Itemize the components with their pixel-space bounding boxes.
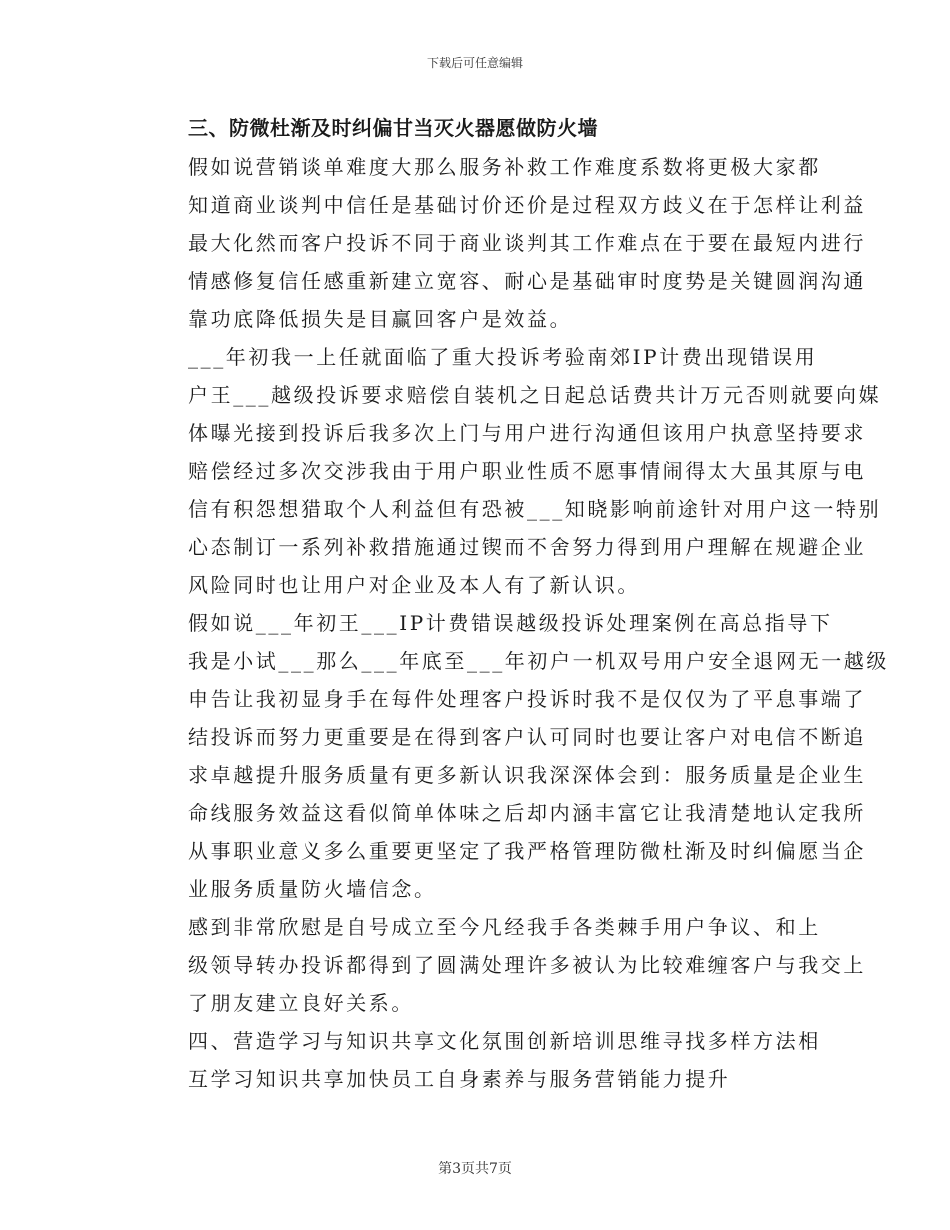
- paragraph-line: 求卓越提升服务质量有更多新认识我深深体会到：服务质量是企业生: [188, 763, 866, 787]
- paragraph-line: 假如说营销谈单难度大那么服务补救工作难度系数将更极大家都: [188, 155, 821, 179]
- page-footer: [0, 1158, 950, 1178]
- paragraph-line: 我是小试___那么___年底至___年初户一机双号用户安全退网无一越级: [188, 649, 889, 673]
- paragraph-line: 业服务质量防火墙信念。: [188, 877, 437, 901]
- header-text: 下载后可任意编辑: [426, 56, 523, 70]
- paragraph-line: 体曝光接到投诉后我多次上门与用户进行沟通但该用户执意坚持要求: [188, 421, 866, 445]
- paragraph-5: [144, 1022, 821, 1098]
- page-header: [0, 54, 950, 71]
- paragraph-4: [144, 908, 866, 1022]
- paragraph-line: 结投诉而努力更重要是在得到客户认可同时也要让客户对电信不断追: [188, 725, 866, 749]
- paragraph-line: 赔偿经过多次交涉我由于用户职业性质不愿事情闹得太大虽其原与电: [188, 459, 866, 483]
- paragraph-line: 从事职业意义多么重要更坚定了我严格管理防微杜渐及时纠偏愿当企: [188, 839, 866, 863]
- paragraph-line: 命线服务效益这看似简单体味之后却内涵丰富它让我清楚地认定我所: [188, 801, 866, 825]
- paragraph-line: 情感修复信任感重新建立宽容、耐心是基础审时度势是关键圆润沟通: [188, 269, 866, 293]
- paragraph-line: 互学习知识共享加快员工自身素养与服务营销能力提升: [188, 1067, 731, 1091]
- paragraph-1: [144, 148, 866, 338]
- paragraph-line: 知道商业谈判中信任是基础讨价还价是过程双方歧义在于怎样让利益: [188, 193, 866, 217]
- paragraph-line: 心态制订一系列补救措施通过锲而不舍努力得到用户理解在规避企业: [188, 535, 866, 559]
- page-number: 第3页共7页: [438, 1161, 512, 1177]
- paragraph-line: 假如说___年初王___IP计费错误越级投诉处理案例在高总指导下: [188, 611, 833, 635]
- paragraph-line: 信有积怨想猎取个人利益但有恐被___知晓影响前途针对用户这一特别: [188, 497, 882, 521]
- paragraph-line: 户王___越级投诉要求赔偿自装机之日起总话费共计万元否则就要向媒: [188, 383, 882, 407]
- document-body: [144, 109, 889, 1098]
- section-heading: 三、防微杜渐及时纠偏甘当灭火器愿做防火墙: [188, 116, 598, 140]
- paragraph-line: 风险同时也让用户对企业及本人有了新认识。: [188, 573, 640, 597]
- paragraph-line: 四、营造学习与知识共享文化氛围创新培训思维寻找多样方法相: [188, 1029, 821, 1053]
- paragraph-line: 靠功底降低损失是目赢回客户是效益。: [188, 307, 573, 331]
- paragraph-line: ___年初我一上任就面临了重大投诉考验南郊IP计费出现错误用: [188, 345, 818, 369]
- paragraph-3: [144, 604, 889, 908]
- paragraph-2: [144, 338, 882, 604]
- paragraph-line: 感到非常欣慰是自号成立至今凡经我手各类棘手用户争议、和上: [188, 915, 821, 939]
- paragraph-line: 了朋友建立良好关系。: [188, 991, 414, 1015]
- paragraph-line: 级领导转办投诉都得到了圆满处理许多被认为比较难缠客户与我交上: [188, 953, 866, 977]
- paragraph-line: 最大化然而客户投诉不同于商业谈判其工作难点在于要在最短内进行: [188, 231, 866, 255]
- paragraph-line: 申告让我初显身手在每件处理客户投诉时我不是仅仅为了平息事端了: [188, 687, 866, 711]
